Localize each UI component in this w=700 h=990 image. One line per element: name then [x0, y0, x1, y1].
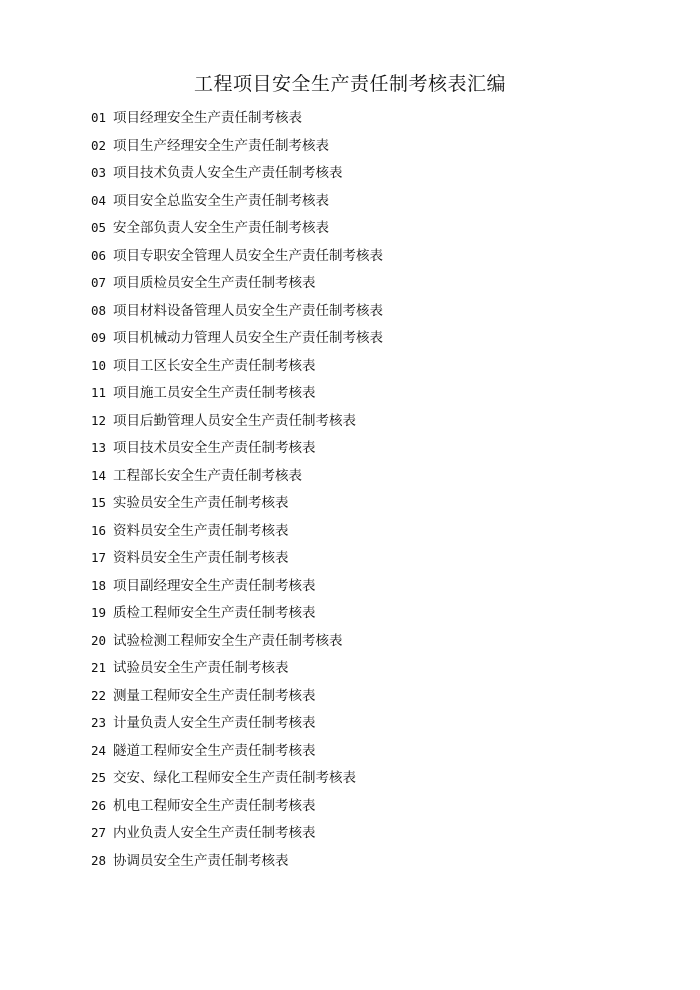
toc-item-number: 16	[91, 522, 107, 538]
toc-item-number: 25	[91, 770, 107, 785]
toc-item-title: 项目副经理安全生产责任制考核表	[113, 577, 316, 594]
toc-item	[91, 544, 383, 572]
toc-item-title: 资料员安全生产责任制考核表	[113, 550, 289, 566]
toc-item-title: 项目专职安全管理人员安全生产责任制考核表	[113, 247, 383, 264]
toc-item	[91, 269, 383, 297]
toc-item-number: 23	[91, 715, 107, 730]
toc-item-number: 24	[91, 742, 107, 758]
toc-item	[91, 104, 383, 132]
toc-item-number: 10	[91, 357, 107, 373]
toc-item	[91, 462, 383, 490]
toc-item	[91, 682, 383, 710]
toc-item	[91, 599, 383, 627]
toc-item-title: 项目后勤管理人员安全生产责任制考核表	[113, 412, 356, 429]
toc-item-number: 09	[91, 330, 107, 345]
toc-item-number: 26	[91, 797, 107, 813]
toc-item	[91, 379, 383, 407]
toc-item-number: 21	[91, 660, 107, 675]
toc-item-number: 08	[91, 302, 107, 318]
toc-item	[91, 792, 383, 820]
toc-item-number: 18	[91, 577, 107, 593]
toc-item-number: 13	[91, 440, 107, 455]
toc-item-number: 03	[91, 165, 107, 180]
toc-item-title: 资料员安全生产责任制考核表	[113, 522, 289, 539]
toc-item	[91, 187, 383, 215]
toc-item-title: 项目经理安全生产责任制考核表	[113, 110, 302, 126]
toc-item-title: 质检工程师安全生产责任制考核表	[113, 605, 316, 621]
toc-item	[91, 709, 383, 737]
toc-item-number: 01	[91, 110, 107, 125]
toc-item-number: 20	[91, 632, 107, 648]
toc-item-title: 内业负责人安全生产责任制考核表	[113, 825, 316, 841]
toc-item	[91, 297, 383, 325]
toc-item	[91, 819, 383, 847]
toc-item-title: 项目安全总监安全生产责任制考核表	[113, 192, 329, 209]
toc-item-number: 17	[91, 550, 107, 565]
toc-item-title: 交安、绿化工程师安全生产责任制考核表	[113, 770, 356, 786]
toc-item-title: 测量工程师安全生产责任制考核表	[113, 687, 316, 704]
toc-item-number: 27	[91, 825, 107, 840]
toc-item-title: 安全部负责人安全生产责任制考核表	[113, 220, 329, 236]
toc-item	[91, 159, 383, 187]
toc-item-number: 14	[91, 467, 107, 483]
toc-item-title: 机电工程师安全生产责任制考核表	[113, 797, 316, 814]
toc-item-title: 项目技术员安全生产责任制考核表	[113, 440, 316, 456]
toc-item-title: 试验检测工程师安全生产责任制考核表	[113, 632, 343, 649]
toc-item-number: 11	[91, 385, 107, 400]
toc-item-number: 12	[91, 412, 107, 428]
toc-item-title: 工程部长安全生产责任制考核表	[113, 467, 302, 484]
toc-list	[91, 104, 383, 874]
toc-item-number: 22	[91, 687, 107, 703]
toc-item-title: 实验员安全生产责任制考核表	[113, 495, 289, 511]
toc-item	[91, 324, 383, 352]
toc-item-title: 试验员安全生产责任制考核表	[113, 660, 289, 676]
toc-item	[91, 352, 383, 380]
toc-item	[91, 627, 383, 655]
toc-item	[91, 407, 383, 435]
toc-item-title: 计量负责人安全生产责任制考核表	[113, 715, 316, 731]
toc-item	[91, 847, 383, 875]
toc-item-number: 19	[91, 605, 107, 620]
toc-item	[91, 764, 383, 792]
document-title: 工程项目安全生产责任制考核表汇编	[193, 73, 506, 95]
toc-item-number: 02	[91, 137, 107, 153]
toc-item	[91, 214, 383, 242]
toc-item-title: 协调员安全生产责任制考核表	[113, 852, 289, 869]
toc-item-title: 项目技术负责人安全生产责任制考核表	[113, 165, 343, 181]
toc-item-number: 04	[91, 192, 107, 208]
toc-item	[91, 132, 383, 160]
toc-item	[91, 737, 383, 765]
toc-item-number: 07	[91, 275, 107, 290]
toc-item	[91, 572, 383, 600]
toc-item-title: 隧道工程师安全生产责任制考核表	[113, 742, 316, 759]
toc-item	[91, 242, 383, 270]
toc-item-number: 06	[91, 247, 107, 263]
toc-item-title: 项目施工员安全生产责任制考核表	[113, 385, 316, 401]
toc-item-title: 项目机械动力管理人员安全生产责任制考核表	[113, 330, 383, 346]
toc-item	[91, 489, 383, 517]
toc-item-number: 28	[91, 852, 107, 868]
toc-item	[91, 654, 383, 682]
toc-item-title: 项目质检员安全生产责任制考核表	[113, 275, 316, 291]
toc-item-number: 15	[91, 495, 107, 510]
toc-item	[91, 517, 383, 545]
toc-item-title: 项目材料设备管理人员安全生产责任制考核表	[113, 302, 383, 319]
toc-item	[91, 434, 383, 462]
toc-item-title: 项目生产经理安全生产责任制考核表	[113, 137, 329, 154]
toc-item-title: 项目工区长安全生产责任制考核表	[113, 357, 316, 374]
toc-item-number: 05	[91, 220, 107, 235]
